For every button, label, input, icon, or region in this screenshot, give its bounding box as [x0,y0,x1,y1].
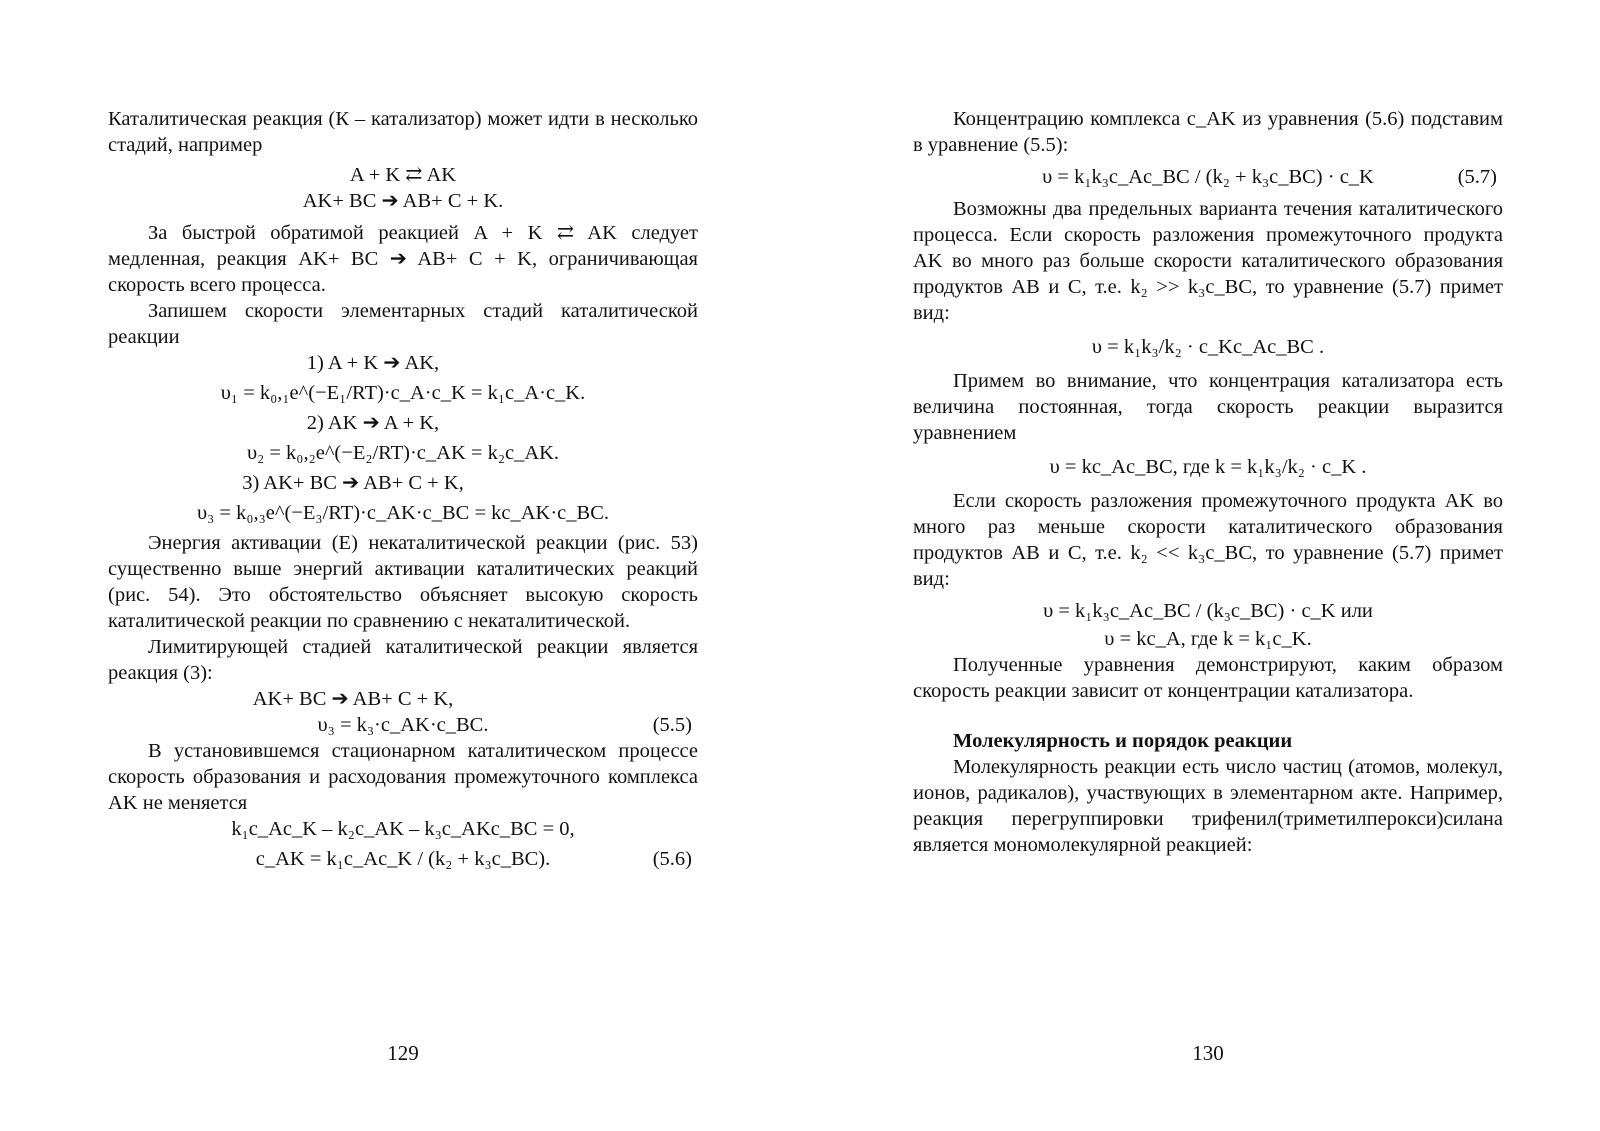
equation: υ = k₁k₃c_Ac_BC / (k₃c_BC) · c_K или [1043,600,1373,622]
equation: AK+ BC ➔ AB+ C + K. [302,190,504,212]
paragraph: Возможны два предельных варианта течения каталитического процесса. Если скорость разложения промежуточного продукта AK во много раз больше скорости каталитического образования продуктов AB и C, т.е. k₂ >> k₃c_BC, то уравнение (5.7) примет вид: [913,198,1503,324]
equation-numbered [108,712,698,738]
equation-number: (5.5) [652,714,692,736]
paragraph: Каталитическая реакция (К – катализатор) может идти в несколько стадий, например [108,108,698,156]
paragraph: Если скорость разложения промежуточного продукта AK во много раз меньше скорости каталитического образования продуктов AB и C, т.е. k₂ << k₃c_BC, то уравнение (5.7) примет вид: [913,490,1503,590]
equation: 3) AK+ BC ➔ AB+ C + K, [242,472,464,494]
equation: AK+ BC ➔ AB+ C + K, [252,688,454,710]
paragraph: За быстрой обратимой реакцией A + K ⇄ AK следует медленная, реакция AK+ BC ➔ AB+ C + K, ограничивающая скорость всего процесса. [108,222,698,296]
paragraph: В установившемся стационарном каталитическом процессе скорость образования и расходования промежуточного комплекса AK не меняется [108,740,698,814]
equation: υ = kc_A, где k = k₁c_K. [1104,628,1312,650]
equation-number: (5.6) [652,848,692,870]
equation-number: (5.7) [1457,166,1497,188]
equation: 2) AK ➔ A + K, [306,412,440,434]
equation-body: c_AK = k₁c_Ac_K / (k₂ + k₃c_BC). [255,848,551,870]
equation-body: υ₃ = k₃·c_AK·c_BC. [317,714,489,736]
equation: υ₁ = k₀,₁e^(−E₁/RT)·c_A·c_K = k₁c_A·c_K. [220,382,586,404]
left-page [108,106,698,872]
equation: υ₂ = k₀,₂e^(−E₂/RT)·c_AK = k₂c_AK. [246,442,560,464]
section-heading: Молекулярность и порядок реакции [953,730,1293,752]
paragraph: Запишем скорости элементарных стадий каталитической реакции [108,300,698,348]
page-number-left: 129 [387,1041,419,1065]
paragraph: Полученные уравнения демонстрируют, каким образом скорость реакции зависит от концентрации катализатора. [913,654,1503,702]
equation-body: υ = k₁k₃c_Ac_BC / (k₂ + k₃c_BC) · c_K [1042,166,1374,188]
equation-numbered [913,164,1503,190]
equation-numbered [108,846,698,872]
paragraph: Примем во внимание, что концентрация катализатора есть величина постоянная, тогда скорость реакции выразится уравнением [913,370,1503,444]
equation: υ₃ = k₀,₃e^(−E₃/RT)·c_AK·c_BC = kc_AK·c_BC. [196,502,609,524]
equation: A + K ⇄ AK [349,164,457,186]
equation: υ = kc_Ac_BC, где k = k₁k₃/k₂ · c_K . [1049,456,1367,478]
page-number-right: 130 [1192,1041,1224,1065]
paragraph: Молекулярность реакции есть число частиц (атомов, молекул, ионов, радикалов), участвующих в элементарном акте. Например, реакция перегруппировки трифенил(триметилперокси)силана является мономолекулярной реакцией: [913,756,1503,856]
right-page [913,106,1503,858]
equation: υ = k₁k₃/k₂ · c_Kc_Ac_BC . [1091,336,1325,358]
paragraph: Лимитирующей стадией каталитической реакции является реакция (3): [108,636,698,684]
paragraph: Энергия активации (E) некаталитической реакции (рис. 53) существенно выше энергий активации каталитических реакций (рис. 54). Это обстоятельство объясняет высокую скорость каталитической реакции по сравнению с некаталитической. [108,532,698,632]
equation: 1) A + K ➔ AK, [306,352,440,374]
paragraph: Концентрацию комплекса c_AK из уравнения (5.6) подставим в уравнение (5.5): [913,108,1503,156]
equation: k₁c_Ac_K – k₂c_AK – k₃c_AKc_BC = 0, [231,818,575,840]
